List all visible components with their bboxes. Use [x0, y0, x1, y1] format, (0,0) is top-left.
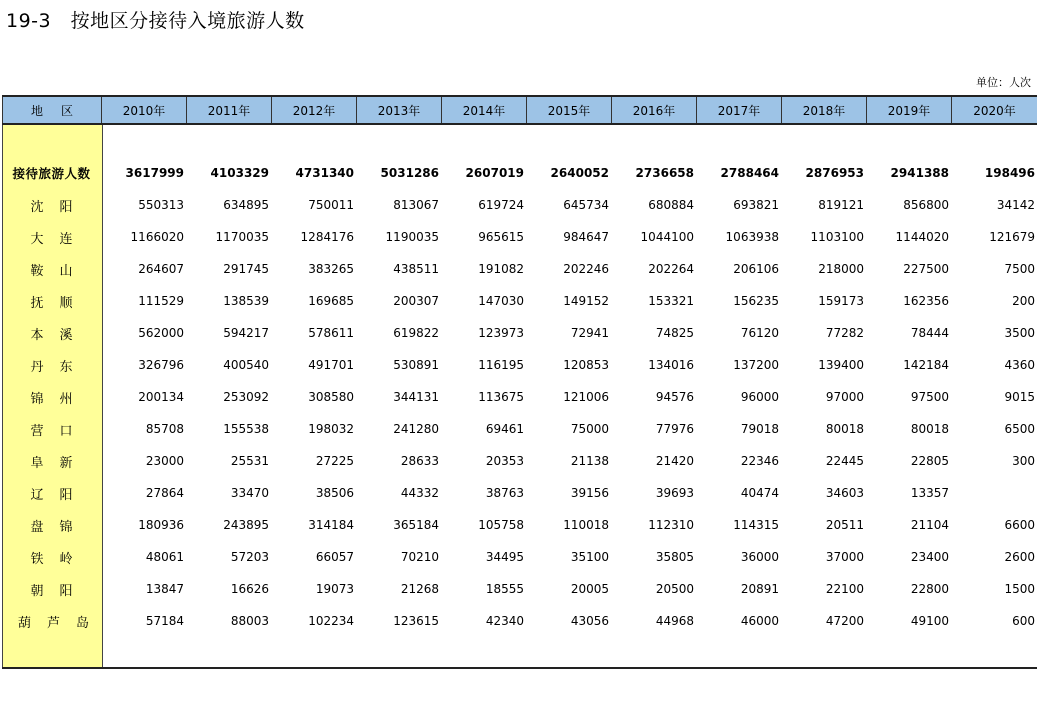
table-cell: 383265 — [308, 262, 354, 276]
table-row — [2, 253, 1037, 285]
table-cell: 1063938 — [725, 230, 779, 244]
table-cell: 438511 — [393, 262, 439, 276]
table-cell: 77282 — [825, 326, 864, 340]
table-cell: 34603 — [825, 486, 864, 500]
table-cell: 4360 — [1004, 358, 1035, 372]
table-cell: 97000 — [825, 390, 864, 404]
table-body — [2, 157, 1037, 637]
table-cell: 243895 — [223, 518, 269, 532]
table-cell: 19073 — [315, 582, 354, 596]
table-cell: 25531 — [230, 454, 269, 468]
table-cell: 300 — [1012, 454, 1035, 468]
table-cell: 20511 — [825, 518, 864, 532]
table-cell: 530891 — [393, 358, 439, 372]
table-cell: 291745 — [223, 262, 269, 276]
table-cell: 2736658 — [635, 166, 694, 180]
table-cell: 562000 — [138, 326, 184, 340]
table-row — [2, 509, 1037, 541]
table-cell: 1144020 — [895, 230, 949, 244]
table-cell: 96000 — [740, 390, 779, 404]
table-cell: 22805 — [910, 454, 949, 468]
table-cell: 241280 — [393, 422, 439, 436]
table-cell: 35805 — [655, 550, 694, 564]
table-cell: 218000 — [818, 262, 864, 276]
region-name: 葫芦岛 — [18, 615, 106, 631]
table-cell: 66057 — [315, 550, 354, 564]
table-cell: 123973 — [478, 326, 524, 340]
table-cell: 21268 — [400, 582, 439, 596]
table-cell: 314184 — [308, 518, 354, 532]
table-cell: 308580 — [308, 390, 354, 404]
table-cell: 169685 — [308, 294, 354, 308]
table-bottom-rule — [2, 667, 1037, 669]
header-year: 2017年 — [696, 97, 781, 123]
table-cell: 142184 — [903, 358, 949, 372]
table-cell: 4731340 — [295, 166, 354, 180]
table-cell: 634895 — [223, 198, 269, 212]
table-cell: 18555 — [485, 582, 524, 596]
table-cell: 6600 — [1004, 518, 1035, 532]
table-cell: 1170035 — [215, 230, 269, 244]
table-row — [2, 381, 1037, 413]
header-year: 2012年 — [271, 97, 356, 123]
table-cell: 110018 — [563, 518, 609, 532]
table-cell: 6500 — [1004, 422, 1035, 436]
table-cell: 7500 — [1004, 262, 1035, 276]
table-cell: 121679 — [989, 230, 1035, 244]
table-row-total — [2, 157, 1037, 189]
table-cell: 28633 — [400, 454, 439, 468]
table-cell: 159173 — [818, 294, 864, 308]
table-cell: 38763 — [485, 486, 524, 500]
table-row — [2, 573, 1037, 605]
table-cell: 206106 — [733, 262, 779, 276]
region-name: 鞍山 — [30, 263, 89, 279]
table-row — [2, 189, 1037, 221]
header-year: 2014年 — [441, 97, 526, 123]
table-cell: 1284176 — [300, 230, 354, 244]
table-cell: 22346 — [740, 454, 779, 468]
table-cell: 2600 — [1004, 550, 1035, 564]
table-cell: 3617999 — [125, 166, 184, 180]
table-cell: 105758 — [478, 518, 524, 532]
table-cell: 550313 — [138, 198, 184, 212]
table-cell: 326796 — [138, 358, 184, 372]
table-cell: 27225 — [315, 454, 354, 468]
table-cell: 88003 — [230, 614, 269, 628]
table-cell: 13357 — [910, 486, 949, 500]
table-cell: 2876953 — [805, 166, 864, 180]
region-name: 本溪 — [30, 327, 89, 343]
table-cell: 39693 — [655, 486, 694, 500]
table-cell: 33470 — [230, 486, 269, 500]
table-cell: 36000 — [740, 550, 779, 564]
table-cell: 200307 — [393, 294, 439, 308]
table-cell: 20353 — [485, 454, 524, 468]
table-cell: 116195 — [478, 358, 524, 372]
table-cell: 20005 — [570, 582, 609, 596]
table-cell: 23400 — [910, 550, 949, 564]
table-cell: 13847 — [145, 582, 184, 596]
region-name: 阜新 — [30, 455, 89, 471]
table-cell: 57203 — [230, 550, 269, 564]
table-row — [2, 285, 1037, 317]
table-cell: 645734 — [563, 198, 609, 212]
table-cell: 79018 — [740, 422, 779, 436]
table-cell: 34142 — [996, 198, 1035, 212]
table-cell: 80018 — [825, 422, 864, 436]
table-cell: 123615 — [393, 614, 439, 628]
table-cell: 44332 — [400, 486, 439, 500]
table-cell: 80018 — [910, 422, 949, 436]
table-cell: 139400 — [818, 358, 864, 372]
table-cell: 155538 — [223, 422, 269, 436]
table-cell: 22445 — [825, 454, 864, 468]
table-cell: 121006 — [563, 390, 609, 404]
table-cell: 491701 — [308, 358, 354, 372]
table-cell: 253092 — [223, 390, 269, 404]
table-cell: 680884 — [648, 198, 694, 212]
region-name: 沈阳 — [30, 199, 89, 215]
table-cell: 1166020 — [130, 230, 184, 244]
table-row — [2, 605, 1037, 637]
table-cell: 37000 — [825, 550, 864, 564]
table-cell: 76120 — [740, 326, 779, 340]
page-title: 19-3 按地区分接待入境旅游人数 — [6, 10, 305, 32]
table-cell: 40474 — [740, 486, 779, 500]
table-header — [2, 95, 1037, 125]
table-cell: 21420 — [655, 454, 694, 468]
table-row — [2, 413, 1037, 445]
table-cell: 813067 — [393, 198, 439, 212]
table-cell: 97500 — [910, 390, 949, 404]
table-cell: 1044100 — [640, 230, 694, 244]
table-cell: 162356 — [903, 294, 949, 308]
header-year: 2013年 — [356, 97, 441, 123]
region-name: 接待旅游人数 — [12, 166, 91, 181]
table-cell: 46000 — [740, 614, 779, 628]
table-cell: 34495 — [485, 550, 524, 564]
header-year: 2010年 — [101, 97, 186, 123]
table-cell: 191082 — [478, 262, 524, 276]
table-cell: 400540 — [223, 358, 269, 372]
table-row — [2, 445, 1037, 477]
table-cell: 138539 — [223, 294, 269, 308]
table-cell: 113675 — [478, 390, 524, 404]
header-region: 地区 — [2, 97, 101, 123]
table-cell: 42340 — [485, 614, 524, 628]
table-cell: 2607019 — [465, 166, 524, 180]
table-cell: 39156 — [570, 486, 609, 500]
table-cell: 23000 — [145, 454, 184, 468]
header-year: 2018年 — [781, 97, 866, 123]
table-cell: 2941388 — [890, 166, 949, 180]
table-cell: 153321 — [648, 294, 694, 308]
region-name: 朝阳 — [30, 583, 89, 599]
region-name: 锦州 — [30, 391, 89, 407]
table-cell: 85708 — [145, 422, 184, 436]
table-cell: 134016 — [648, 358, 694, 372]
table-cell: 47200 — [825, 614, 864, 628]
header-year: 2016年 — [611, 97, 696, 123]
table-cell: 200 — [1012, 294, 1035, 308]
table-cell: 120853 — [563, 358, 609, 372]
table-cell: 1500 — [1004, 582, 1035, 596]
table-cell: 20500 — [655, 582, 694, 596]
table-cell: 693821 — [733, 198, 779, 212]
table-cell: 1190035 — [385, 230, 439, 244]
table-cell: 74825 — [655, 326, 694, 340]
table-cell: 4103329 — [210, 166, 269, 180]
table-cell: 2640052 — [550, 166, 609, 180]
table-cell: 114315 — [733, 518, 779, 532]
table-cell: 38506 — [315, 486, 354, 500]
table-cell: 57184 — [145, 614, 184, 628]
table-cell: 137200 — [733, 358, 779, 372]
header-year: 2019年 — [866, 97, 951, 123]
table-cell: 156235 — [733, 294, 779, 308]
header-year: 2020年 — [951, 97, 1037, 123]
table-cell: 75000 — [570, 422, 609, 436]
table-cell: 22800 — [910, 582, 949, 596]
table-cell: 16626 — [230, 582, 269, 596]
table-cell: 77976 — [655, 422, 694, 436]
region-name: 铁岭 — [30, 551, 89, 567]
table-cell: 69461 — [485, 422, 524, 436]
table-cell: 856800 — [903, 198, 949, 212]
table-cell: 44968 — [655, 614, 694, 628]
table-cell: 21138 — [570, 454, 609, 468]
table-cell: 149152 — [563, 294, 609, 308]
table-cell: 35100 — [570, 550, 609, 564]
table-cell: 94576 — [655, 390, 694, 404]
table-cell: 594217 — [223, 326, 269, 340]
region-name: 大连 — [30, 231, 89, 247]
table-cell: 227500 — [903, 262, 949, 276]
table-cell: 344131 — [393, 390, 439, 404]
table-cell: 49100 — [910, 614, 949, 628]
table-row — [2, 541, 1037, 573]
table-cell: 9015 — [1004, 390, 1035, 404]
header-year: 2015年 — [526, 97, 611, 123]
table-cell: 264607 — [138, 262, 184, 276]
table-cell: 21104 — [910, 518, 949, 532]
table-cell: 1103100 — [810, 230, 864, 244]
table-row — [2, 477, 1037, 509]
table-cell: 202264 — [648, 262, 694, 276]
table-cell: 2788464 — [720, 166, 779, 180]
table-cell: 198032 — [308, 422, 354, 436]
table-cell: 600 — [1012, 614, 1035, 628]
table-cell: 578611 — [308, 326, 354, 340]
table-cell: 20891 — [740, 582, 779, 596]
table-cell: 111529 — [138, 294, 184, 308]
table-cell: 43056 — [570, 614, 609, 628]
region-name: 丹东 — [30, 359, 89, 375]
table-cell: 72941 — [570, 326, 609, 340]
table-cell: 102234 — [308, 614, 354, 628]
region-name: 抚顺 — [30, 295, 89, 311]
region-name: 辽阳 — [30, 487, 89, 503]
table-cell: 3500 — [1004, 326, 1035, 340]
table-cell: 200134 — [138, 390, 184, 404]
table-cell: 180936 — [138, 518, 184, 532]
table-cell: 984647 — [563, 230, 609, 244]
table-cell: 48061 — [145, 550, 184, 564]
table-cell: 750011 — [308, 198, 354, 212]
table-cell: 70210 — [400, 550, 439, 564]
table-cell: 965615 — [478, 230, 524, 244]
table-cell: 619724 — [478, 198, 524, 212]
table-cell: 819121 — [818, 198, 864, 212]
header-year: 2011年 — [186, 97, 271, 123]
table-cell: 27864 — [145, 486, 184, 500]
table-cell: 365184 — [393, 518, 439, 532]
table-cell: 78444 — [910, 326, 949, 340]
table-cell: 619822 — [393, 326, 439, 340]
region-name: 营口 — [30, 423, 89, 439]
table-cell: 198496 — [984, 166, 1035, 180]
table-cell: 5031286 — [380, 166, 439, 180]
table-cell: 112310 — [648, 518, 694, 532]
table-cell: 202246 — [563, 262, 609, 276]
table-row — [2, 349, 1037, 381]
region-name: 盘锦 — [30, 519, 89, 535]
table-cell: 22100 — [825, 582, 864, 596]
table-row — [2, 221, 1037, 253]
table-row — [2, 317, 1037, 349]
unit-label: 单位：人次 — [976, 76, 1031, 89]
table-cell: 147030 — [478, 294, 524, 308]
